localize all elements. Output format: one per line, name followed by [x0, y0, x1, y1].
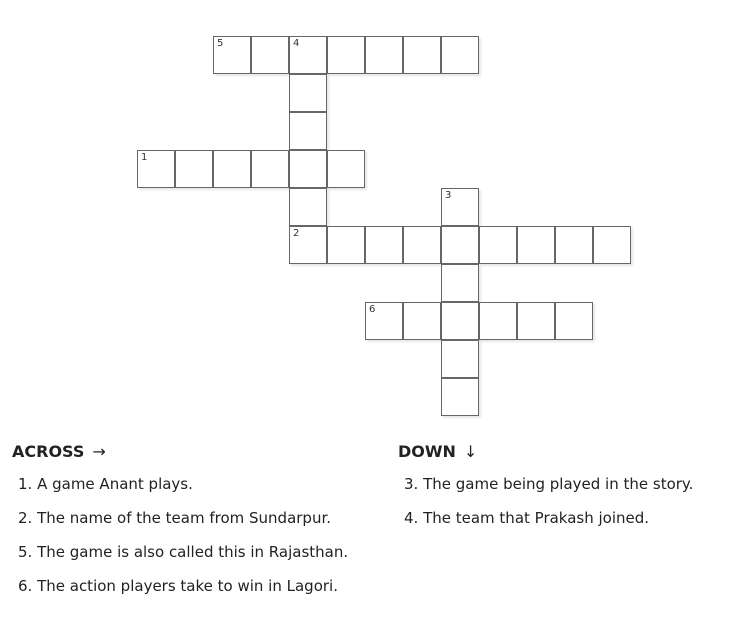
- grid-cell[interactable]: [441, 36, 479, 74]
- clue-across-5: 5. The game is also called this in Rajasthan.: [18, 543, 349, 561]
- clue-number: 4: [293, 38, 300, 49]
- grid-cell[interactable]: [517, 226, 555, 264]
- grid-cell[interactable]: [441, 378, 479, 416]
- grid-cell[interactable]: [251, 150, 289, 188]
- grid-cell[interactable]: [403, 36, 441, 74]
- down-clue-list: [404, 474, 693, 528]
- grid-cell[interactable]: [137, 150, 175, 188]
- grid-cell[interactable]: [593, 226, 631, 264]
- grid-cell[interactable]: [175, 150, 213, 188]
- clue-number: 1: [141, 152, 148, 163]
- clue-down-4: 4. The team that Prakash joined.: [404, 509, 650, 527]
- grid-cell[interactable]: [213, 150, 251, 188]
- clue-number: 5: [217, 38, 224, 49]
- grid-cell[interactable]: [289, 36, 327, 74]
- clue-number: 2: [293, 228, 300, 239]
- across-clue-list: [18, 474, 348, 596]
- grid-cell[interactable]: [327, 36, 365, 74]
- grid-cell[interactable]: [441, 264, 479, 302]
- grid-cell[interactable]: [289, 188, 327, 226]
- across-heading: [12, 440, 348, 464]
- across-clues: [12, 440, 348, 610]
- grid-cell[interactable]: [555, 226, 593, 264]
- clue-number: 3: [445, 190, 452, 201]
- across-heading-label: ACROSS: [12, 442, 85, 461]
- grid-cell[interactable]: [289, 74, 327, 112]
- grid-cell[interactable]: [327, 226, 365, 264]
- clue-number: 6: [369, 304, 376, 315]
- grid-cell[interactable]: [441, 226, 479, 264]
- grid-cell[interactable]: [365, 226, 403, 264]
- down-clues: [398, 440, 693, 542]
- grid-cell[interactable]: [289, 150, 327, 188]
- grid-cell[interactable]: [251, 36, 289, 74]
- grid-cell[interactable]: [441, 340, 479, 378]
- grid-cell[interactable]: [365, 302, 403, 340]
- grid-cell[interactable]: [479, 226, 517, 264]
- clue-down-3: 3. The game being played in the story.: [404, 475, 694, 493]
- clue-across-6: 6. The action players take to win in Lagori.: [18, 577, 338, 595]
- grid-cell[interactable]: [289, 226, 327, 264]
- clue-across-1: 1. A game Anant plays.: [18, 475, 193, 493]
- clue-across-2: 2. The name of the team from Sundarpur.: [18, 509, 332, 527]
- grid-cell[interactable]: [555, 302, 593, 340]
- grid-cell[interactable]: [403, 226, 441, 264]
- grid-cell[interactable]: [441, 302, 479, 340]
- right-arrow-icon: →: [92, 442, 106, 461]
- grid-cell[interactable]: [365, 36, 403, 74]
- down-arrow-icon: ↓: [463, 442, 478, 461]
- grid-cell[interactable]: [441, 188, 479, 226]
- grid-cell[interactable]: [289, 112, 327, 150]
- grid-cell[interactable]: [517, 302, 555, 340]
- grid-cell[interactable]: [213, 36, 251, 74]
- down-heading: [398, 440, 693, 464]
- grid-cell[interactable]: [327, 150, 365, 188]
- grid-cell[interactable]: [403, 302, 441, 340]
- grid-cell[interactable]: [479, 302, 517, 340]
- down-heading-label: DOWN: [398, 442, 456, 461]
